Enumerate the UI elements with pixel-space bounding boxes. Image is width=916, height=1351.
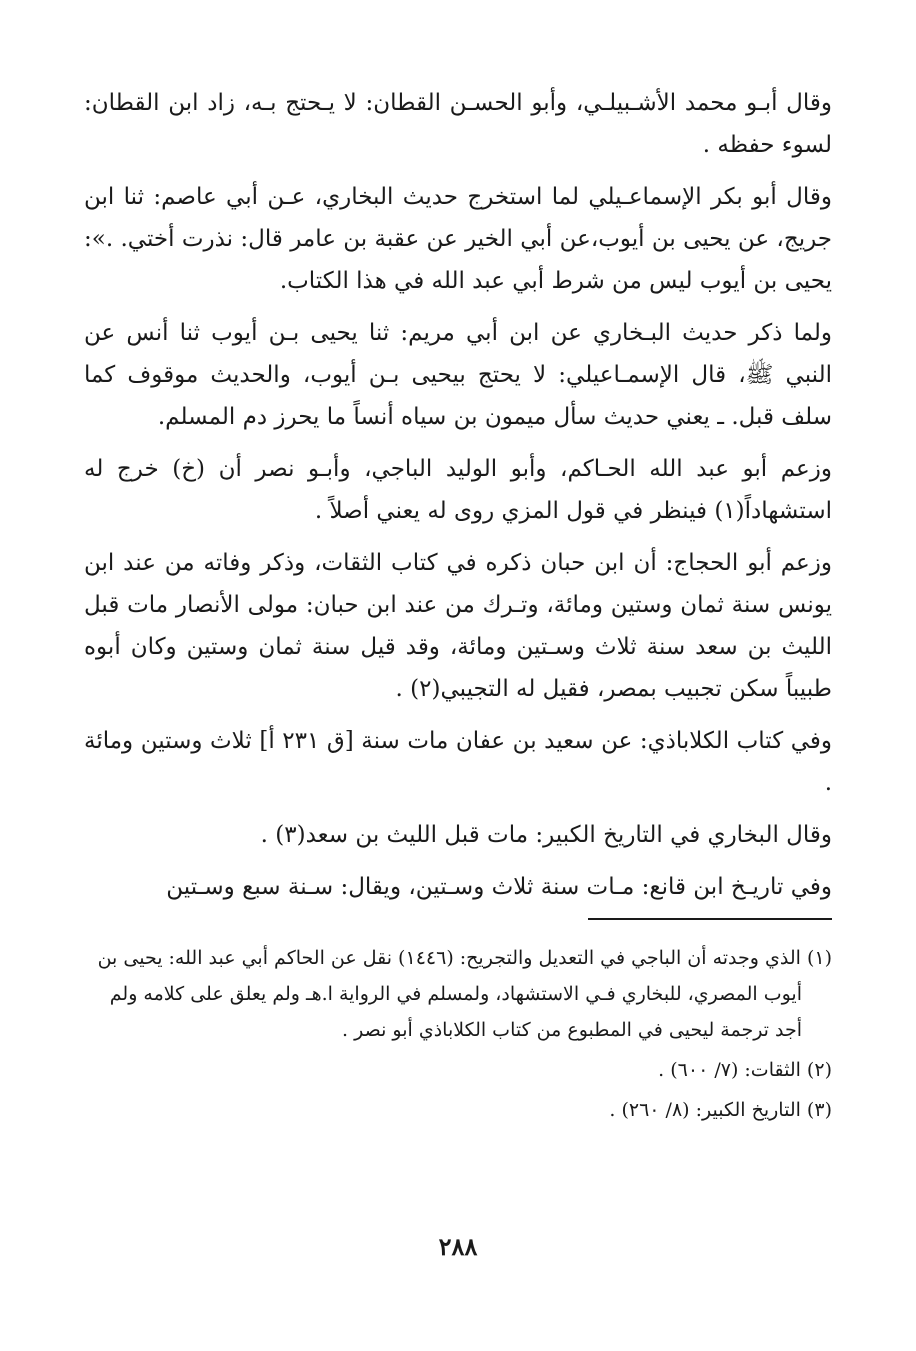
footnote-3: (٣) التاريخ الكبير: (٨/ ٢٦٠) .	[609, 1099, 832, 1121]
page-number: ٢٨٨	[438, 1232, 478, 1261]
paragraph-7: وقال البخاري في التاريخ الكبير: مات قبل الليث بن سعد(٣) .	[260, 822, 832, 848]
paragraph-8: وفي تاريـخ ابن قانع: مـات سنة ثلاث وسـتين، ويقال: سـنة سبع وسـتين	[166, 874, 832, 900]
paragraph-1: وقال أبـو محمد الأشـبيلـي، وأبو الحسـن القطان: لا يـحتج بـه، زاد ابن القطان: لسوء حفظه .	[84, 90, 832, 158]
footnote-2: (٢) الثقات: (٧/ ٦٠٠) .	[658, 1059, 832, 1081]
paragraph-3: ولما ذكر حديث البـخاري عن ابن أبي مريم: ثنا يحيى بـن أيوب ثنا أنس عن النبي ﷺ، قال الإسمـاعيلي: لا يحتج بيحيى بـن أيوب، والحديث موقوف كما سلف قبل. ـ يعني حديث سأل ميمون بن سياه أنساً ما يحرز دم المسلم.	[84, 320, 832, 430]
footnotes	[84, 940, 832, 1132]
footnote-1: (١) الذي وجدته أن الباجي في التعديل والتجريح: (١٤٤٦) نقل عن الحاكم أبي عبد الله: يحيى بن أيوب المصري، للبخاري فـي الاستشهاد، ولمسلم في الرواية ا.هـ ولم يعلق على كلامه ولم أجد ترجمة ليحيى في المطبوع من كتاب الكلاباذي أبو نصر .	[97, 947, 832, 1041]
paragraph-4: وزعم أبو عبد الله الحـاكم، وأبو الوليد الباجي، وأبـو نصر أن (خ) خرج له استشهاداً(١) فينظر في قول المزي روى له يعني أصلاً .	[84, 456, 832, 524]
paragraph-2: وقال أبو بكر الإسماعـيلي لما استخرج حديث البخاري، عـن أبي عاصم: ثنا ابن جريج، عن يحيى بن أيوب،عن أبي الخير عن عقبة بن عامر قال: نذرت أختي. .»: يحيى بن أيوب ليس من شرط أبي عبد الله في هذا الكتاب.	[84, 184, 832, 294]
footnote-divider	[588, 918, 832, 920]
paragraph-5: وزعم أبو الحجاج: أن ابن حبان ذكره في كتاب الثقات، وذكر وفاته من عند ابن يونس سنة ثمان وستين ومائة، وتـرك من عند ابن حبان: مولى الأنصار مات قبل الليث بن سعد سنة ثلاث وسـتين ومائة، وقد قيل سنة ثمان وستين وكان أبوه طبيباً سكن تجبيب بمصر، فقيل له التجيبي(٢) .	[84, 550, 832, 702]
main-text	[84, 82, 832, 908]
paragraph-6: وفي كتاب الكلاباذي: عن سعيد بن عفان مات سنة [ق ٢٣١ أ] ثلاث وستين ومائة .	[84, 728, 832, 796]
